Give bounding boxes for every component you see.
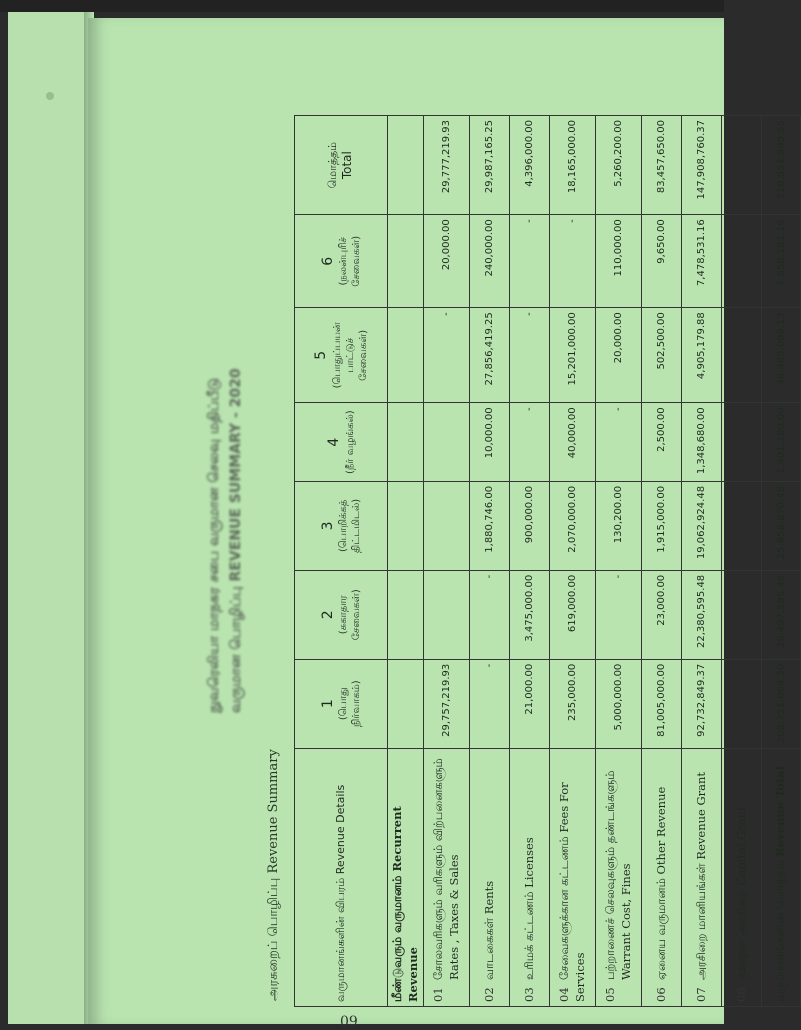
table-row: 01சோலவரிகளும் வரிகளும் விற்பனைகளும் Rates , Taxes & Sales 29,757,219.93 - 20,000.00 29,777,219.93 <box>424 116 470 1007</box>
header-total: மொத்தம் Total <box>295 116 388 215</box>
table-row: 05பற்றாணைச் செலவுகளும் தண்டங்களும் Warrant Cost, Fines 5,000,000.00 - 130,200.00 - 20,000.00 110,000.00 5,260,200.00 <box>596 116 642 1007</box>
rotated-content <box>198 113 798 1013</box>
revenue-summary-table <box>294 115 801 1007</box>
table-row: 03உரிமக் கட்டணம் Licenses 21,000.00 3,475,000.00 900,000.00 - - - 4,396,000.00 <box>510 116 550 1007</box>
scanner-top-edge <box>0 0 724 12</box>
page-number: 09 <box>340 1014 358 1030</box>
header-col-4: 4 (நீர் வழங்கல்) <box>295 403 388 482</box>
header-col-3: 3 (பொறிக்கத் திட்டமிடல்) <box>295 481 388 570</box>
total-row: வருமானங்களின் மொத்தம் Revenue Total 208,751,069.30 26,497,595.48 25,958,870.48 1,401,180.00 48,485,099.13 7,858,181.16 318,951,995.55 <box>762 116 801 1007</box>
header-col-2: 2 (சுகாதார சேவைகள்) <box>295 570 388 659</box>
blurred-heading-2: வருமான பொழிப்பு REVENUE SUMMARY - 2020 <box>228 368 244 713</box>
punch-hole <box>46 92 54 100</box>
blurred-heading-1: நுவரெலியா மாநகர சபை வருமான செலவு மதிப்பீடு <box>206 377 222 713</box>
table-row: 08மூலதன அரசிறை Capital Grant - <box>722 116 762 1007</box>
previous-page-edge <box>8 12 88 1024</box>
header-row <box>295 116 388 1007</box>
header-col-1: 1 (பொது நிர்வாகம்) <box>295 659 388 748</box>
table-row: 04சேவைகளுக்கான கட்டணம் Fees For Services 235,000.00 619,000.00 2,070,000.00 40,000.00 15,201,000.00 - 18,165,000.00 <box>550 116 596 1007</box>
table-row: 06ஏனைய வருமானம் Other Revenue 81,005,000.00 23,000.00 1,915,000.00 2,500.00 502,500.00 9,650.00 83,457,650.00 <box>642 116 682 1007</box>
header-col-5: 5 (பொதுப்பயன் பாட்டுச் சேவைகள்) <box>295 308 388 403</box>
document-page <box>88 18 788 1030</box>
summary-label: அரசுறைப் பொழிப்பு Revenue Summary <box>266 749 281 1001</box>
header-details: வருமானங்களின் விபரம் Revenue Details <box>295 748 388 1006</box>
section-title: மீண்டுவரும் வருமானம் Recurrent Revenue <box>388 748 424 1006</box>
header-col-6: 6 (நலன்புரிச் சேவைகள்) <box>295 215 388 308</box>
table-row: 02வாடகைகள் Rents - - 1,880,746.00 10,000.00 27,856,419.25 240,000.00 29,987,165.25 <box>470 116 510 1007</box>
section-row <box>388 116 424 1007</box>
table-row: 07அரசிறை மானியங்கள் Revenue Grant 92,732,849.37 22,380,595.48 19,062,924.48 1,348,680.00 4,905,179.88 7,478,531.16 147,908,760.37 <box>682 116 722 1007</box>
